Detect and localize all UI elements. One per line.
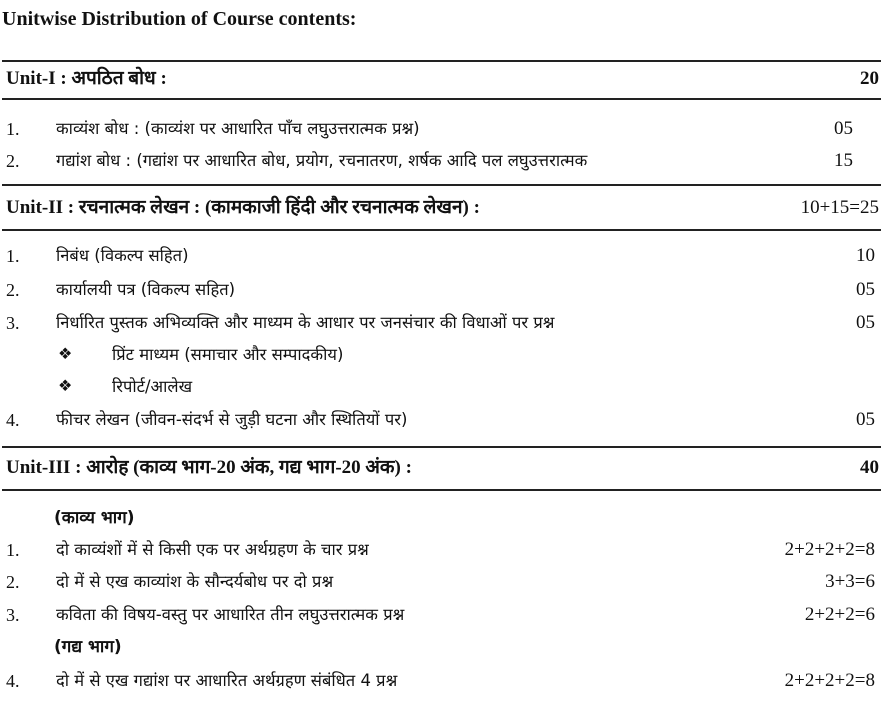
unit-3-item-4: [2, 666, 879, 696]
item-text: कार्यालयी पत्र (विकल्प सहित): [56, 280, 236, 299]
unit-2-label: Unit-II : रचनात्मक लेखन : (कामकाजी हिंदी और रचनात्मक लेखन) :: [6, 197, 480, 218]
item-number: 1.: [6, 119, 20, 139]
item-marks: 10: [856, 245, 875, 266]
unit-1-item-2: [2, 146, 879, 176]
kavya-section-heading: (काव्य भाग): [54, 508, 135, 528]
item-marks: 2+2+2+2=8: [784, 539, 875, 560]
item-marks: 2+2+2+2=8: [784, 670, 875, 691]
unit-2-bullet-1: [2, 340, 879, 370]
bullet-text: रिपोर्ट/आलेख: [112, 377, 193, 396]
item-text: कविता की विषय-वस्तु पर आधारित तीन लघुउत्तरात्मक प्रश्न: [56, 605, 405, 624]
diamond-bullet-icon: ❖: [58, 378, 73, 395]
unit-3-item-2: [2, 567, 879, 597]
diamond-bullet-icon: ❖: [58, 346, 73, 363]
item-number: 3.: [6, 605, 20, 625]
item-text: निबंध (विकल्प सहित): [56, 246, 189, 265]
item-number: 2.: [6, 572, 20, 592]
unit-3-header: [2, 453, 879, 483]
document-title: Unitwise Distribution of Course contents:: [2, 8, 357, 30]
unit-3-item-3: [2, 600, 879, 630]
divider: [2, 489, 881, 491]
divider: [2, 60, 881, 62]
item-number: 4.: [6, 410, 20, 430]
item-text: दो में से एख काव्यांश के सौन्दर्यबोध पर दो प्रश्न: [56, 572, 334, 591]
divider: [2, 98, 881, 100]
unit-2-bullet-2: [2, 372, 879, 402]
item-marks: 05: [834, 118, 853, 139]
unit-2-item-4: [2, 405, 879, 435]
bullet-text: प्रिंट माध्यम (समाचार और सम्पादकीय): [112, 345, 344, 364]
unit-2-header: [2, 193, 879, 223]
item-number: 1.: [6, 540, 20, 560]
unit-1-header: [2, 64, 879, 94]
item-number: 1.: [6, 246, 20, 266]
item-text: फीचर लेखन (जीवन-संदर्भ से जुड़ी घटना और स्थितियों पर): [56, 410, 408, 429]
divider: [2, 446, 881, 448]
item-text: दो में से एख गद्यांश पर आधारित अर्थग्रहण संबंधित 4 प्रश्न: [56, 671, 398, 690]
unit-1-item-1: [2, 114, 879, 144]
item-marks: 05: [856, 409, 875, 430]
unit-2-item-3: [2, 308, 879, 338]
item-number: 4.: [6, 671, 20, 691]
item-text: दो काव्यंशों में से किसी एक पर अर्थग्रहण के चार प्रश्न: [56, 540, 369, 559]
unit-1-marks: 20: [860, 68, 879, 89]
item-marks: 3+3=6: [825, 571, 875, 592]
item-text: निर्धारित पुस्तक अभिव्यक्ति और माध्यम के आधार पर जनसंचार की विधाओं पर प्रश्न: [56, 313, 555, 332]
unit-1-label: Unit-I : अपठित बोध :: [6, 68, 167, 89]
item-marks: 2+2+2=6: [804, 604, 875, 625]
item-marks: 05: [856, 312, 875, 333]
item-marks: 05: [856, 279, 875, 300]
divider: [2, 229, 881, 231]
item-number: 2.: [6, 151, 20, 171]
gadya-section-heading: (गद्य भाग): [54, 637, 122, 657]
item-text: गद्यांश बोध : (गद्यांश पर आधारित बोध, प्रयोग, रचनातरण, शर्षक आदि पल लघुउत्तरात्मक: [56, 151, 588, 170]
unit-3-marks: 40: [860, 457, 879, 478]
item-number: 2.: [6, 280, 20, 300]
unit-2-item-2: [2, 275, 879, 305]
item-marks: 15: [834, 150, 853, 171]
unit-2-item-1: [2, 241, 879, 271]
item-number: 3.: [6, 313, 20, 333]
divider: [2, 184, 881, 186]
unit-3-item-1: [2, 535, 879, 565]
unit-2-marks: 10+15=25: [800, 197, 879, 218]
item-text: काव्यंश बोध : (काव्यंश पर आधारित पाँच लघुउत्तरात्मक प्रश्न): [56, 119, 420, 138]
unit-3-label: Unit-III : आरोह (काव्य भाग-20 अंक, गद्य भाग-20 अंक) :: [6, 457, 412, 478]
